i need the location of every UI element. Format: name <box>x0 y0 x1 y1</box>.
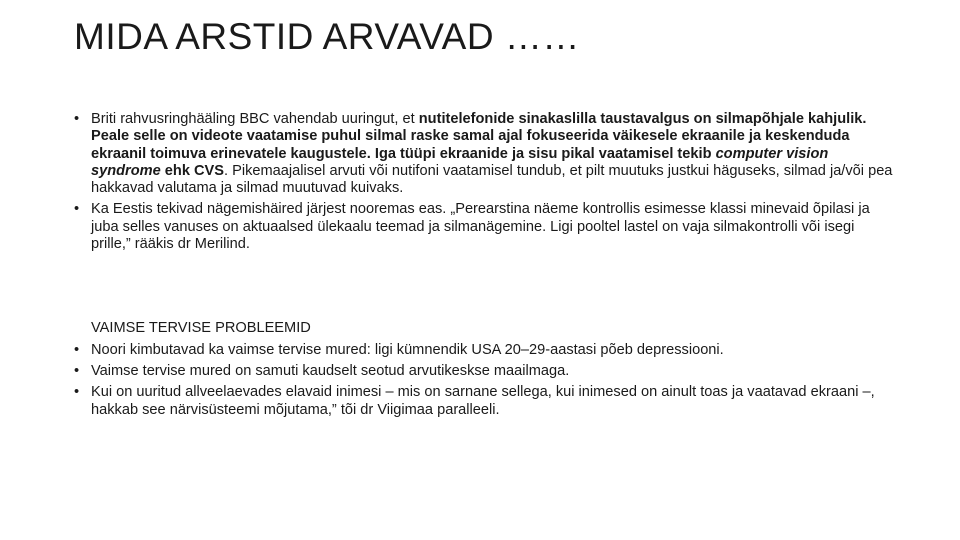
text-bold-cvs: ehk CVS <box>160 162 225 179</box>
bullet-marker: • <box>74 341 80 358</box>
slide-title: MIDA ARSTID ARVAVAD …… <box>74 16 580 57</box>
section-screens <box>74 111 894 253</box>
bullet-item-depression <box>74 342 894 359</box>
bullet-item-submarine <box>74 384 894 419</box>
text-bold-italic: computer vision syndrome <box>91 145 829 179</box>
section-heading: VAIMSE TERVISE PROBLEEMID <box>91 320 311 337</box>
bullet-marker: • <box>74 384 80 401</box>
bullet-item-bbc <box>74 111 894 197</box>
slide-body <box>74 111 894 423</box>
bullet-marker: • <box>74 362 80 379</box>
text-plain-end: . Pikemaajalisel arvuti või nutifoni vaatamisel tundub, et pilt muutuks justkui häguseks, silmad ja/või pea hakkavad valutama ja silmad muutuvad kuivaks. <box>91 162 893 197</box>
spacer <box>74 257 894 320</box>
bullet-item-estonia <box>74 201 894 253</box>
bullet-marker: • <box>74 201 80 218</box>
text-plain: Vaimse tervise mured on samuti kaudselt seotud arvutikeskse maailmaga. <box>91 362 570 379</box>
text-plain: Kui on uuritud allveelaevades elavaid inimesi – mis on sarnane sellega, kui inimesed on ainult toas ja vaatavad ekraani –, hakkab see närvisüsteemi mõjutama,” tõi dr Viigimaa paralleeli. <box>91 384 875 418</box>
section-mental-health <box>74 320 894 418</box>
bullet-marker: • <box>74 111 80 127</box>
text-plain: Noori kimbutavad ka vaimse tervise mured: ligi kümnendik USA 20–29-aastasi põeb depressiooni. <box>91 341 724 358</box>
bullet-item-computer-world <box>74 363 894 380</box>
text-bold: nutitelefonide sinakaslilla taustavalgus on silmapõhjale kahjulik. Peale selle on videote vaatamise puhul silmal raske samal ajal fokuseerida väikesele ekraanile ja keskenduda ekraanil toimuva erinevatele kaugustele. Iga tüüpi ekraanide ja sisu pikal vaatamisel tekib <box>91 111 867 162</box>
text-plain: Ka Eestis tekivad nägemishäired järjest nooremas eas. „Perearstina näeme kontrollis esimesse klassi minevaid õpilasi ja juba selles vanuses on aktuaalsed ülekaalu teemad ja silmanägemine. Ligi pooltel lastel on vaja silmakontrolli või isegi prille,” rääkis dr Merilind. <box>91 201 870 253</box>
text-plain: Briti rahvusringhääling BBC vahendab uuringut, et <box>91 111 419 127</box>
